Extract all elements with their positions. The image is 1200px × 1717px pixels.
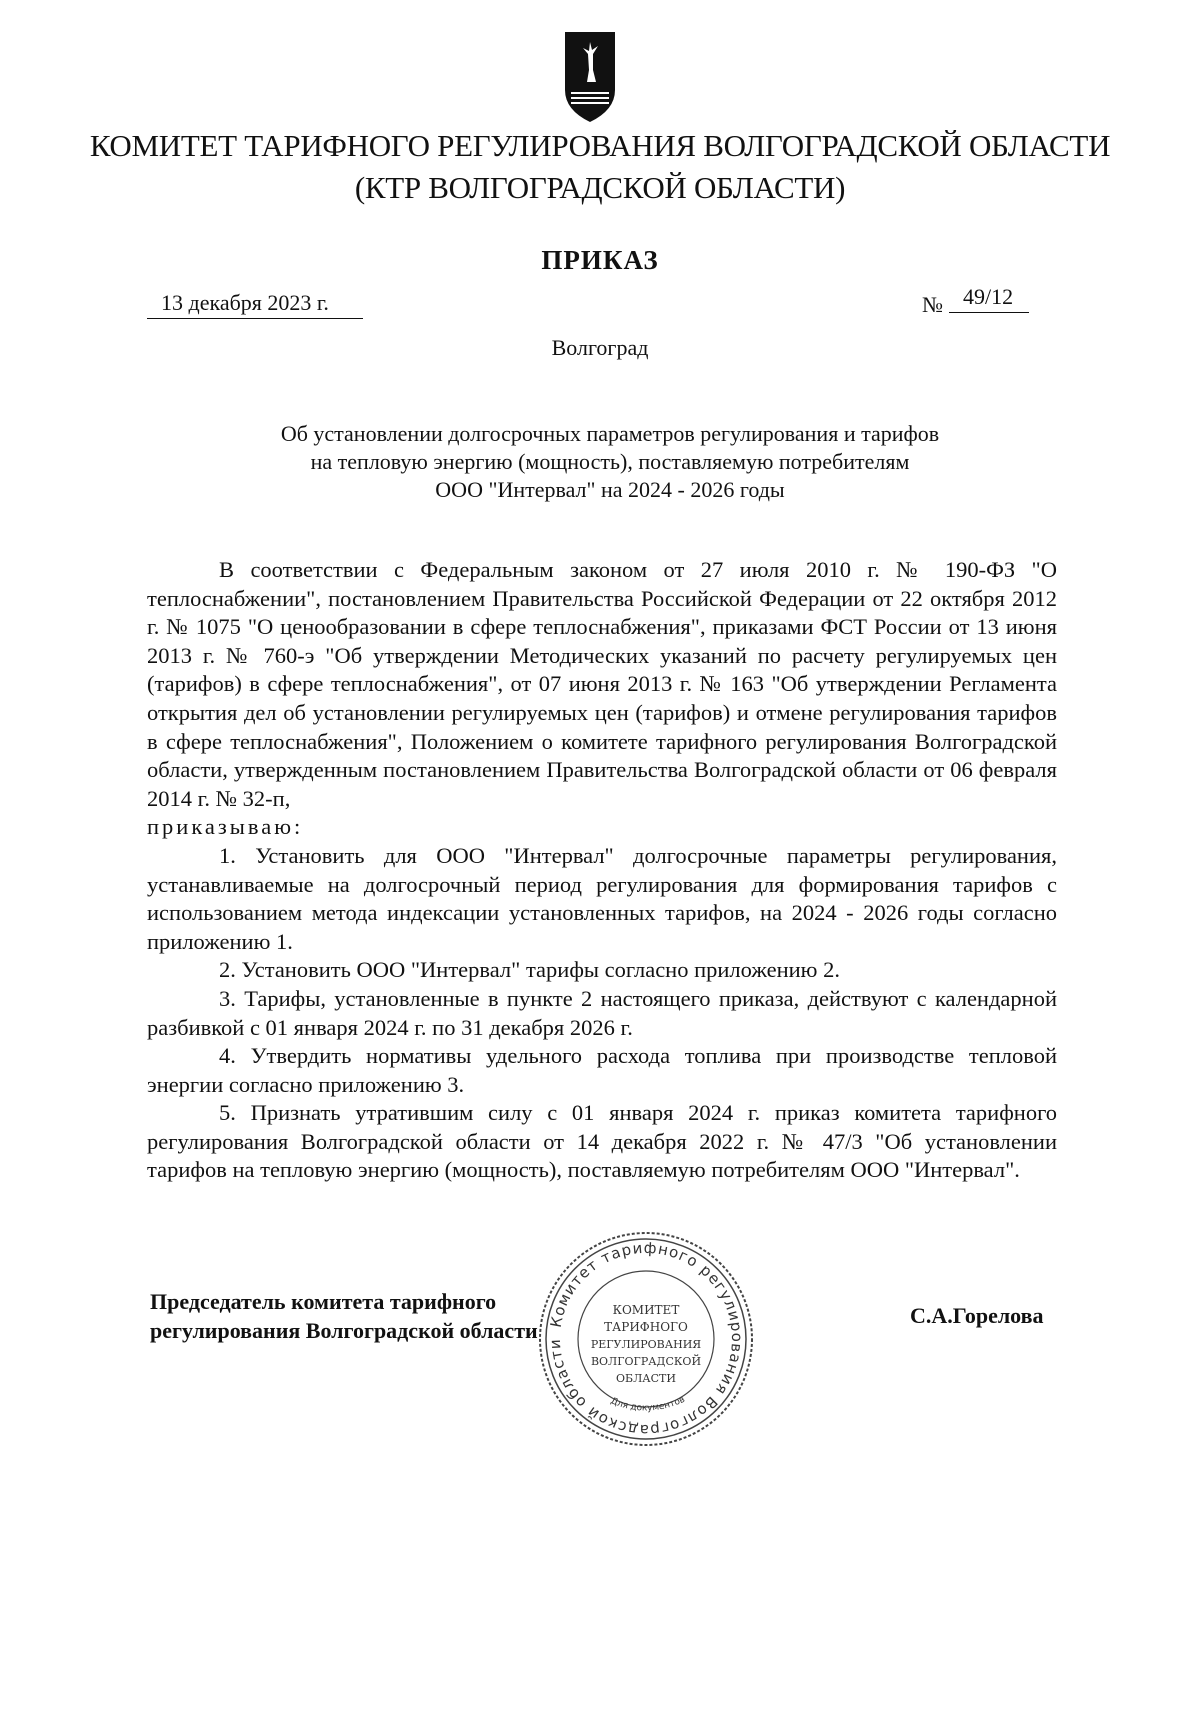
preamble-paragraph: В соответствии с Федеральным законом от 27 июля 2010 г. № 190-ФЗ "О теплоснабжении", постановлением Правительства Российской Федерации от 22 октября 2012 г. № 1075 "О ценообразовании в сфере теплоснабжения", приказами ФСТ России от 13 июня 2013 г. № 760-э "Об утверждении Методических указаний по расчету регулируемых цен (тарифов) в сфере теплоснабжения", от 07 июня 2013 г. № 163 "Об утверждении Регламента открытия дел об установлении регулируемых цен (тарифов) и отмене регулирования тарифов в сфере теплоснабжения", Положением о комитете тарифного регулирования Волгоградской области, утвержденным постановлением Правительства Волгоградской области от 06 февраля 2014 г. № 32-п, bbox=[147, 557, 1057, 811]
document-city: Волгоград bbox=[551, 335, 649, 360]
subject-line: Об установлении долгосрочных параметров регулирования и тарифов bbox=[280, 421, 940, 446]
document-subject bbox=[230, 420, 990, 504]
order-item: 1. Установить для ООО "Интервал" долгосрочные параметры регулирования, устанавливаемые на долгосрочный период регулирования для формирования тарифов с использованием метода индексации установленных тарифов, на 2024 - 2026 годы согласно приложению 1. bbox=[147, 842, 1057, 954]
stamp-inner-text: КОМИТЕТ bbox=[612, 1303, 680, 1317]
stamp-inner-text: ОБЛАСТИ bbox=[616, 1372, 676, 1385]
stamp-bottom-text: Для документов bbox=[608, 1394, 687, 1414]
document-number: 49/12 bbox=[949, 284, 1029, 313]
signatory-title bbox=[150, 1287, 538, 1345]
organization-name: КОМИТЕТ ТАРИФНОГО РЕГУЛИРОВАНИЯ ВОЛГОГРАДСКОЙ ОБЛАСТИ bbox=[89, 128, 1111, 163]
subject-line: ООО "Интервал" на 2024 - 2026 годы bbox=[435, 477, 785, 502]
signatory-title-line: Председатель комитета тарифного bbox=[150, 1289, 497, 1314]
subject-line: на тепловую энергию (мощность), поставляемую потребителям bbox=[310, 449, 910, 474]
order-item: 3. Тарифы, установленные в пункте 2 настоящего приказа, действуют с календарной разбивкой с 01 января 2024 г. по 31 декабря 2026 г. bbox=[147, 985, 1057, 1040]
signatory-title-line: регулирования Волгоградской области bbox=[150, 1318, 538, 1343]
svg-text:Для документов bbox=[609, 1395, 687, 1414]
signatory-name: С.А.Горелова bbox=[910, 1303, 1044, 1328]
stamp-inner-text: ВОЛГОГРАДСКОЙ bbox=[590, 1355, 702, 1368]
document-date: 13 декабря 2023 г. bbox=[147, 290, 363, 319]
organization-abbreviation: (КТР ВОЛГОГРАДСКОЙ ОБЛАСТИ) bbox=[354, 170, 846, 205]
order-item: 4. Утвердить нормативы удельного расхода топлива при производстве тепловой энергии согласно приложению 3. bbox=[147, 1043, 1057, 1097]
order-word: приказываю: bbox=[147, 814, 304, 840]
document-body bbox=[147, 556, 1057, 1185]
volgograd-emblem-icon bbox=[563, 30, 617, 126]
order-item: 2. Установить ООО "Интервал" тарифы согласно приложению 2. bbox=[219, 957, 840, 983]
stamp-inner-text: ТАРИФНОГО bbox=[604, 1320, 688, 1334]
document-number-label: № bbox=[922, 292, 943, 317]
stamp-outer-text: Комитет тарифного регулирования Волгоградской области bbox=[545, 1238, 747, 1440]
stamp-inner-text: РЕГУЛИРОВАНИЯ bbox=[590, 1338, 702, 1351]
document-type: ПРИКАЗ bbox=[541, 245, 659, 275]
official-stamp bbox=[535, 1228, 757, 1450]
order-item: 5. Признать утратившим силу с 01 января 2024 г. приказ комитета тарифного регулирования Волгоградской области от 14 декабря 2022 г. № 47/3 "Об установлении тарифов на тепловую энергию (мощность), поставляемую потребителям ООО "Интервал". bbox=[147, 1100, 1057, 1183]
